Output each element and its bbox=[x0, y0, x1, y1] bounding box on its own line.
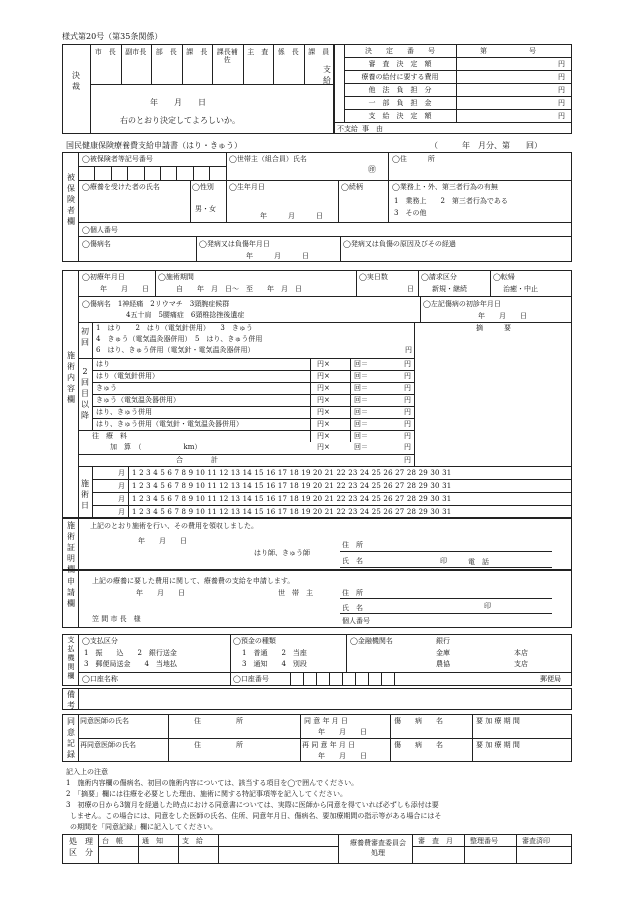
item-kai-1: 回＝ bbox=[354, 372, 368, 380]
shiten-label: 支店 bbox=[514, 660, 528, 668]
decision-no: 第 号 bbox=[480, 47, 536, 55]
individual-no-label: ◯個人番号 bbox=[82, 226, 118, 234]
post-label: 郵便局 bbox=[540, 675, 561, 683]
birth-label: ◯生年月日 bbox=[229, 183, 265, 191]
outcome-value[interactable]: 治癒・中止 bbox=[503, 285, 538, 293]
note-1: 1 施術内容欄の傷病名、初回の施術内容については、該当する項目を◯で囲んでください。 bbox=[66, 779, 359, 787]
total-label: 合 計 bbox=[176, 456, 218, 464]
visit-fee-yen: 円 bbox=[404, 432, 411, 440]
note-3b: しません。この場合には、同意をした医師の氏名、住所、同意年月日、傷病名、要加療期間の指示等がある場合にはそ bbox=[70, 812, 442, 820]
office-col-1: 通 知 bbox=[142, 837, 163, 845]
visit-fee-label: 往 療 料 bbox=[92, 432, 127, 440]
injury-option-1[interactable]: 1 業務上 2 第三者行為である bbox=[394, 197, 508, 205]
proof-side-label: 施術証明欄 bbox=[67, 521, 75, 574]
payment-type-label: ◯支払区分 bbox=[82, 637, 118, 645]
householder-seal: ㊞ bbox=[368, 165, 376, 174]
period-label: ◯施術期間 bbox=[158, 273, 194, 281]
account-no-label: ◯口座番号 bbox=[233, 675, 269, 683]
injury-option-2[interactable]: 3 その他 bbox=[394, 209, 427, 217]
application-name: 氏 名 bbox=[342, 604, 363, 612]
first-item-3[interactable]: 6 はり、きゅう併用（電気針・電気温灸器併用） bbox=[96, 346, 255, 354]
relation-label: ◯続柄 bbox=[341, 183, 363, 191]
consent-date-ymd: 年 月 日 bbox=[318, 728, 367, 736]
application-side-label: 申請欄 bbox=[67, 577, 75, 608]
onset-date: 年 月 日 bbox=[246, 252, 309, 260]
left-injury-label: ◯左記傷病の初診年月日 bbox=[423, 300, 501, 308]
visit-add-enx: 円× bbox=[317, 443, 330, 451]
consent-period: 要 加 療 期 間 bbox=[476, 717, 520, 725]
payment-type-opt2[interactable]: 3 郵便局送金 4 当地払 bbox=[84, 660, 177, 668]
re-consent-period: 要 加 療 期 間 bbox=[476, 741, 520, 749]
item-2[interactable]: きゅう bbox=[96, 384, 117, 392]
first-date-value: 年 月 日 bbox=[100, 285, 149, 293]
decision-yen-1: 円 bbox=[558, 60, 565, 68]
decision-yen-3: 円 bbox=[558, 86, 565, 94]
injury-label: ◯業務上・外、第三者行為の有無 bbox=[392, 183, 498, 191]
item-enx-1: 円× bbox=[317, 372, 330, 380]
fushikyu-label: 不支給 bbox=[337, 125, 358, 133]
visit-fee-enx: 円× bbox=[317, 432, 330, 440]
application-address: 住 所 bbox=[342, 589, 363, 597]
note-2: 2 「摘要」欄には往療を必要とした理由、施術に関する特記事項等を記入してください。 bbox=[66, 790, 347, 798]
proof-phone: 電 話 bbox=[468, 558, 489, 566]
days-row-2[interactable]: 1 2 3 4 5 6 7 8 9 10 11 12 13 14 15 16 17 18 19 20 21 22 23 24 25 26 27 28 29 30 31 bbox=[132, 495, 452, 503]
consent-date: 同 意 年 月 日 bbox=[304, 717, 348, 725]
decision-row-5: 支 給 決 定 額 bbox=[368, 112, 432, 120]
days-row-3[interactable]: 1 2 3 4 5 6 7 8 9 10 11 12 13 14 15 16 17 18 19 20 21 22 23 24 25 26 27 28 29 30 31 bbox=[132, 508, 452, 516]
application-householder: 世 帯 主 bbox=[278, 589, 313, 597]
item-0[interactable]: はり bbox=[96, 360, 110, 368]
second-visit-label: 2回目以降 bbox=[81, 367, 89, 420]
decision-row-1: 審 査 決 定 額 bbox=[368, 60, 432, 68]
proof-address: 住 所 bbox=[342, 541, 363, 549]
form-title: 国民健康保険療養費支給申請書（はり・きゅう） bbox=[66, 141, 242, 150]
form-number: 様式第20号（第35条関係） bbox=[62, 32, 163, 41]
proof-text: 上記のとおり施術を行い、その費用を領収しました。 bbox=[90, 522, 258, 530]
sex-label: ◯性別 bbox=[192, 183, 214, 191]
re-consent-date-ymd: 年 月 日 bbox=[318, 752, 367, 760]
householder-label: ◯世帯主（組合員）氏名 bbox=[229, 155, 307, 163]
office-col-c1: 審 査 月 bbox=[418, 837, 453, 845]
consent-disease: 傷 病 名 bbox=[394, 717, 443, 725]
proof-date: 年 月 日 bbox=[138, 537, 187, 545]
committee-label: 療養費審査委員会処理 bbox=[350, 839, 406, 857]
birth-date: 年 月 日 bbox=[260, 212, 323, 220]
approval-text: 右のとおり決定してよろしいか。 bbox=[120, 116, 240, 125]
office-col-2: 支 給 bbox=[182, 837, 203, 845]
decision-row-2: 療養の給付に要する費用 bbox=[361, 73, 439, 81]
item-yen-5: 円 bbox=[404, 420, 411, 428]
item-enx-4: 円× bbox=[317, 408, 330, 416]
office-col-c3: 審査済印 bbox=[522, 837, 550, 845]
form-period: （ 年 月分、第 回） bbox=[430, 141, 542, 150]
onset-label: ◯発病又は負傷年月日 bbox=[199, 240, 270, 248]
claim-type-label: ◯請求区分 bbox=[421, 273, 457, 281]
item-kai-5: 回＝ bbox=[354, 420, 368, 428]
cause-label: ◯発病又は負傷の原因及びその経過 bbox=[343, 240, 456, 248]
total-yen: 円 bbox=[404, 456, 411, 464]
consent-address: 住 所 bbox=[194, 717, 243, 725]
insured-side-label: 被保険者欄 bbox=[67, 173, 75, 226]
mayor-addressee: 笠 間 市 長 様 bbox=[92, 615, 141, 623]
office-col-0: 台 帳 bbox=[102, 837, 123, 845]
note-3c: の期間を「同意記録」欄に記入してください。 bbox=[70, 823, 217, 831]
item-5[interactable]: はり、きゅう併用（電気針・電気温灸器併用） bbox=[96, 420, 243, 428]
item-kai-4: 回＝ bbox=[354, 408, 368, 416]
visit-add-yen: 円 bbox=[404, 443, 411, 451]
disease-list-1[interactable]: ◯傷病名 1神経痛 2リウマチ 3頸腕症候群 bbox=[82, 300, 230, 308]
deposit-type-label: ◯預金の種類 bbox=[233, 637, 276, 645]
item-kai-3: 回＝ bbox=[354, 396, 368, 404]
days-label: ◯実日数 bbox=[359, 273, 388, 281]
remarks-label: 備考 bbox=[67, 690, 75, 710]
proof-seal: 印 bbox=[440, 557, 447, 565]
item-kai-2: 回＝ bbox=[354, 384, 368, 392]
role-1: 副市長 bbox=[125, 48, 147, 56]
remarks-box[interactable] bbox=[62, 688, 572, 710]
decision-row-4: 一 部 負 担 金 bbox=[368, 99, 432, 107]
days-month-2: 月 bbox=[118, 495, 125, 503]
role-5: 主 査 bbox=[247, 48, 269, 56]
left-injury-value: 年 月 日 bbox=[478, 312, 527, 320]
visit-add-kai: 回＝ bbox=[354, 443, 368, 451]
payment-side-label: 支払機関欄 bbox=[67, 636, 75, 680]
patient-name-label: ◯療養を受けた者の氏名 bbox=[82, 183, 160, 191]
summary-label: 摘 要 bbox=[476, 324, 511, 332]
account-name-label: ◯口座名称 bbox=[82, 675, 118, 683]
role-7: 課 員 bbox=[308, 48, 330, 56]
disease-label: ◯傷病名 bbox=[82, 240, 111, 248]
days-month-3: 月 bbox=[118, 508, 125, 516]
item-3[interactable]: きゅう（電気温灸器併用） bbox=[96, 396, 180, 404]
re-consent-doctor: 再同意医師の氏名 bbox=[80, 741, 136, 749]
role-0: 市 長 bbox=[94, 48, 116, 56]
application-seal: 印 bbox=[484, 602, 491, 610]
first-yen: 円 bbox=[405, 346, 412, 354]
re-consent-address: 住 所 bbox=[194, 741, 243, 749]
disease-list-2[interactable]: 4五十肩 5腰痛症 6頸椎捻挫後遺症 bbox=[126, 311, 245, 319]
kessai-label: 決 裁 bbox=[72, 71, 88, 91]
item-yen-0: 円 bbox=[404, 360, 411, 368]
proof-name: 氏 名 bbox=[342, 557, 363, 565]
first-visit-label: 初回 bbox=[81, 327, 89, 347]
item-yen-4: 円 bbox=[404, 408, 411, 416]
days-month-1: 月 bbox=[118, 482, 125, 490]
item-enx-3: 円× bbox=[317, 396, 330, 404]
days-unit: 日 bbox=[407, 285, 414, 293]
nokyo-label: 農協 bbox=[436, 660, 450, 668]
office-col-c2: 整理番号 bbox=[470, 837, 498, 845]
role-3: 課 長 bbox=[186, 48, 208, 56]
deposit-opt1[interactable]: 1 普通 2 当座 bbox=[242, 649, 307, 657]
days-row-0[interactable]: 1 2 3 4 5 6 7 8 9 10 11 12 13 14 15 16 17 18 19 20 21 22 23 24 25 26 27 28 29 30 31 bbox=[132, 469, 452, 477]
practitioner-label: はり師、きゅう師 bbox=[254, 549, 310, 557]
claim-type-value[interactable]: 新規・継続 bbox=[432, 285, 467, 293]
period-value: 自 年 月 日～ 至 年 月 日 bbox=[176, 285, 302, 293]
item-enx-5: 円× bbox=[317, 420, 330, 428]
days-month-0: 月 bbox=[118, 469, 125, 477]
first-item-1[interactable]: 1 はり 2 はり（電気針併用） 3 きゅう bbox=[96, 324, 253, 332]
item-enx-2: 円× bbox=[317, 384, 330, 392]
payment-type-opt1[interactable]: 1 振 込 2 銀行送金 bbox=[84, 649, 177, 657]
bank-label: 銀行 bbox=[436, 637, 450, 645]
first-item-2[interactable]: 4 きゅう（電気温灸器併用） 5 はり、きゅう併用 bbox=[96, 335, 263, 343]
role-2: 部 長 bbox=[155, 48, 177, 56]
outcome-label: ◯転帰 bbox=[493, 273, 515, 281]
deposit-opt2[interactable]: 3 通知 4 別段 bbox=[242, 660, 307, 668]
item-yen-2: 円 bbox=[404, 384, 411, 392]
treatment-side-label: 施術内容欄 bbox=[67, 351, 75, 404]
decision-yen-2: 円 bbox=[558, 73, 565, 81]
note-3: 3 初療の日から3箇月を経過した時点における同意書については、実際に医師から同意を得ていれば必ずしも添付は要 bbox=[66, 801, 439, 809]
fushikyu-reason: 事 由 bbox=[362, 125, 383, 133]
item-yen-1: 円 bbox=[404, 372, 411, 380]
re-consent-date: 再 同 意 年 月 日 bbox=[302, 741, 356, 749]
application-date: 年 月 日 bbox=[136, 589, 185, 597]
decision-yen-5: 円 bbox=[558, 112, 565, 120]
first-date-label: ◯初療年月日 bbox=[82, 273, 125, 281]
item-4[interactable]: はり、きゅう併用 bbox=[96, 408, 152, 416]
honten-label: 本店 bbox=[514, 649, 528, 657]
role-6: 係 長 bbox=[277, 48, 299, 56]
decision-row-3: 他 法 負 担 分 bbox=[368, 86, 432, 94]
days-row-1[interactable]: 1 2 3 4 5 6 7 8 9 10 11 12 13 14 15 16 17 18 19 20 21 22 23 24 25 26 27 28 29 30 31 bbox=[132, 482, 452, 490]
treat-day-label: 施術日 bbox=[81, 479, 89, 510]
insured-no-label: ◯被保険者等記号番号 bbox=[82, 155, 153, 163]
visit-add-label: 加 算 （ km） bbox=[110, 443, 202, 451]
sex-value[interactable]: 男・女 bbox=[195, 205, 216, 213]
shinkin-label: 金庫 bbox=[436, 649, 450, 657]
application-individual-no: 個人番号 bbox=[342, 617, 370, 625]
insured-section bbox=[62, 152, 572, 262]
consent-doctor: 同意医師の氏名 bbox=[80, 717, 129, 725]
shikyu-label: 支 給 bbox=[323, 65, 339, 85]
consent-side-label: 同意記録 bbox=[67, 717, 75, 759]
re-consent-disease: 傷 病 名 bbox=[394, 741, 443, 749]
institution-label: ◯金融機関名 bbox=[350, 637, 393, 645]
item-1[interactable]: はり（電気針併用） bbox=[96, 372, 159, 380]
decision-date: 年 月 日 bbox=[150, 98, 206, 107]
notes-head: 記入上の注意 bbox=[66, 768, 108, 776]
address-label: ◯住 所 bbox=[392, 155, 435, 163]
visit-fee-kai: 回＝ bbox=[354, 432, 368, 440]
decision-row-0: 決 定 番 号 bbox=[365, 47, 435, 55]
application-text: 上記の療養に要した費用に関して、療養費の支給を申請します。 bbox=[92, 577, 295, 585]
decision-yen-4: 円 bbox=[558, 99, 565, 107]
item-yen-3: 円 bbox=[404, 396, 411, 404]
office-label: 処 理 区 分 bbox=[69, 837, 101, 857]
item-kai-0: 回＝ bbox=[354, 360, 368, 368]
role-4: 課長補佐 bbox=[216, 48, 238, 64]
item-enx-0: 円× bbox=[317, 360, 330, 368]
